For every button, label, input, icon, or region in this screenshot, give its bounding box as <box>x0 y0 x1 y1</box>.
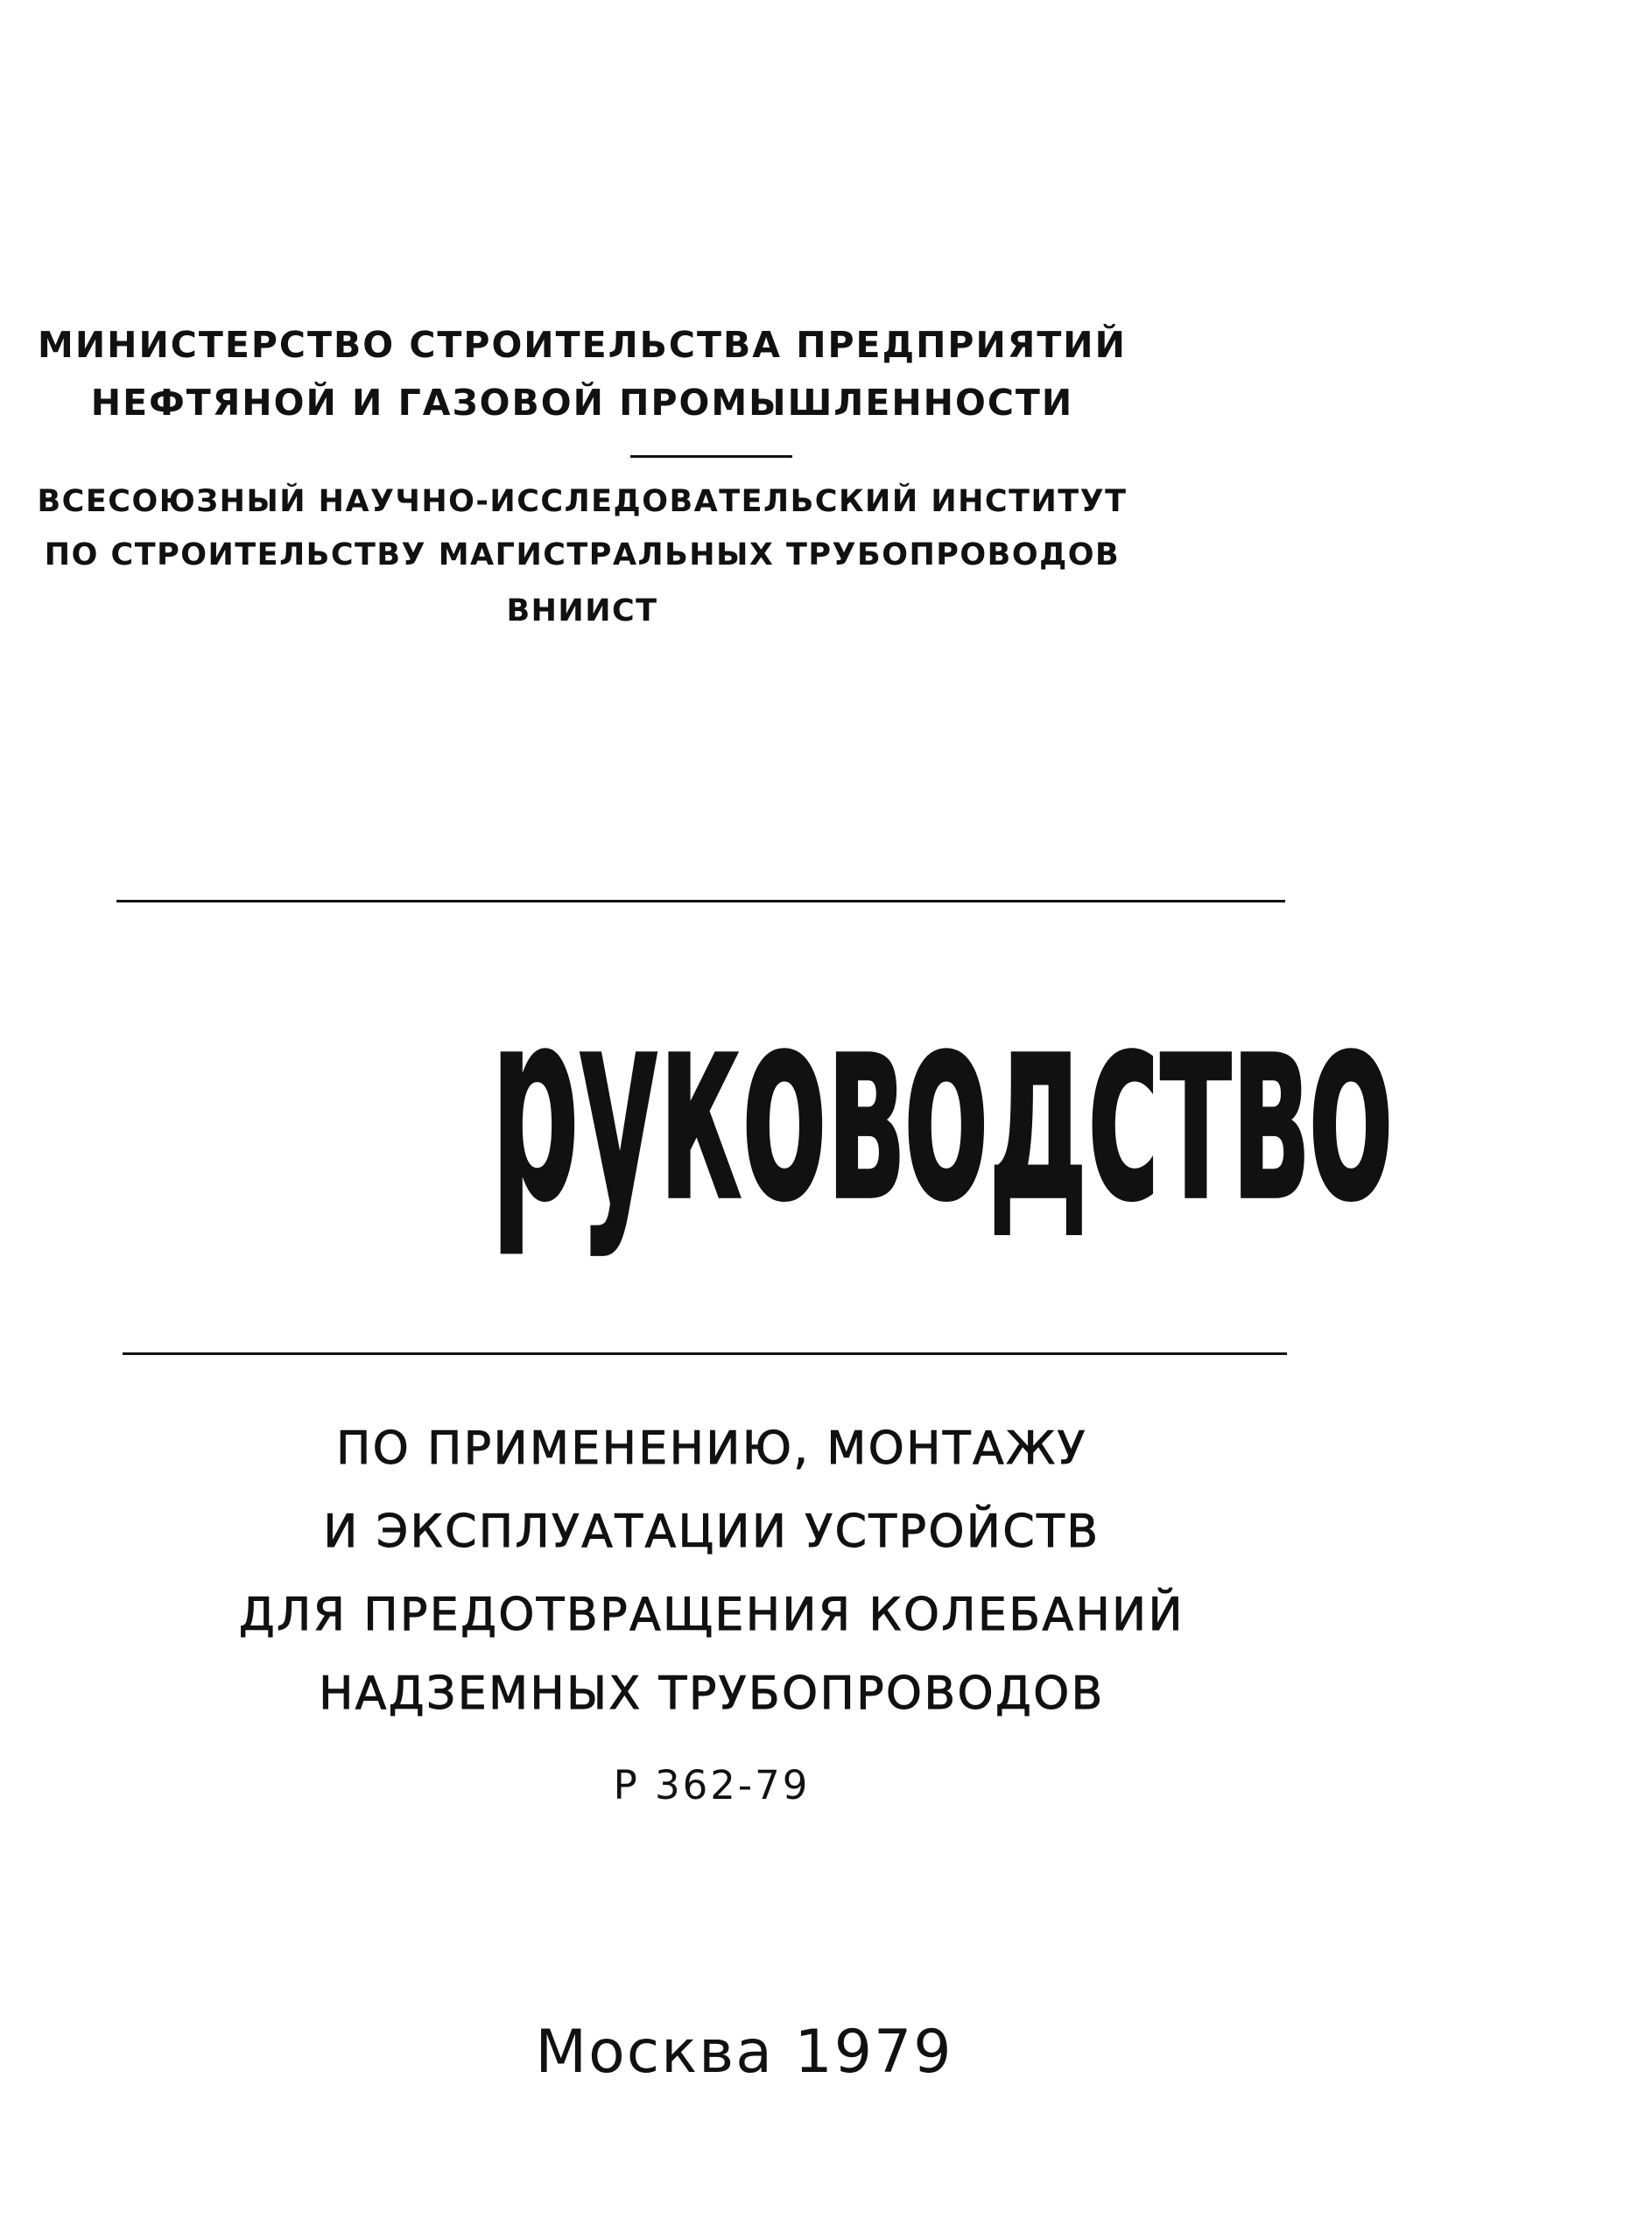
document-title: руководство <box>489 949 1392 1262</box>
subtitle-line-1: ПО ПРИМЕНЕНИЮ, МОНТАЖУ <box>336 1422 1087 1475</box>
subtitle-line-4: НАДЗЕМНЫХ ТРУБОПРОВОДОВ <box>319 1668 1105 1720</box>
subtitle-line-3: ДЛЯ ПРЕДОТВРАЩЕНИЯ КОЛЕБАНИЙ <box>239 1589 1185 1641</box>
publication-imprint: Москва 1979 <box>535 2018 953 2087</box>
ministry-name-line-2: НЕФТЯНОЙ И ГАЗОВОЙ ПРОМЫШЛЕННОСТИ <box>90 382 1074 424</box>
ministry-name-line-1: МИНИСТЕРСТВО СТРОИТЕЛЬСТВА ПРЕДПРИЯТИЙ <box>38 324 1127 366</box>
document-code: Р 362-79 <box>613 1762 811 1808</box>
institute-abbreviation: ВНИИСТ <box>506 593 658 628</box>
title-bottom-rule <box>123 1352 1287 1355</box>
subtitle-line-2: И ЭКСПЛУАТАЦИИ УСТРОЙСТВ <box>323 1506 1100 1558</box>
header-divider <box>630 455 792 458</box>
institute-name-line-2: ПО СТРОИТЕЛЬСТВУ МАГИСТРАЛЬНЫХ ТРУБОПРОВОДОВ <box>44 537 1121 572</box>
institute-name-line-1: ВСЕСОЮЗНЫЙ НАУЧНО-ИССЛЕДОВАТЕЛЬСКИЙ ИНСТИТУТ <box>37 484 1128 519</box>
title-top-rule <box>116 900 1285 902</box>
